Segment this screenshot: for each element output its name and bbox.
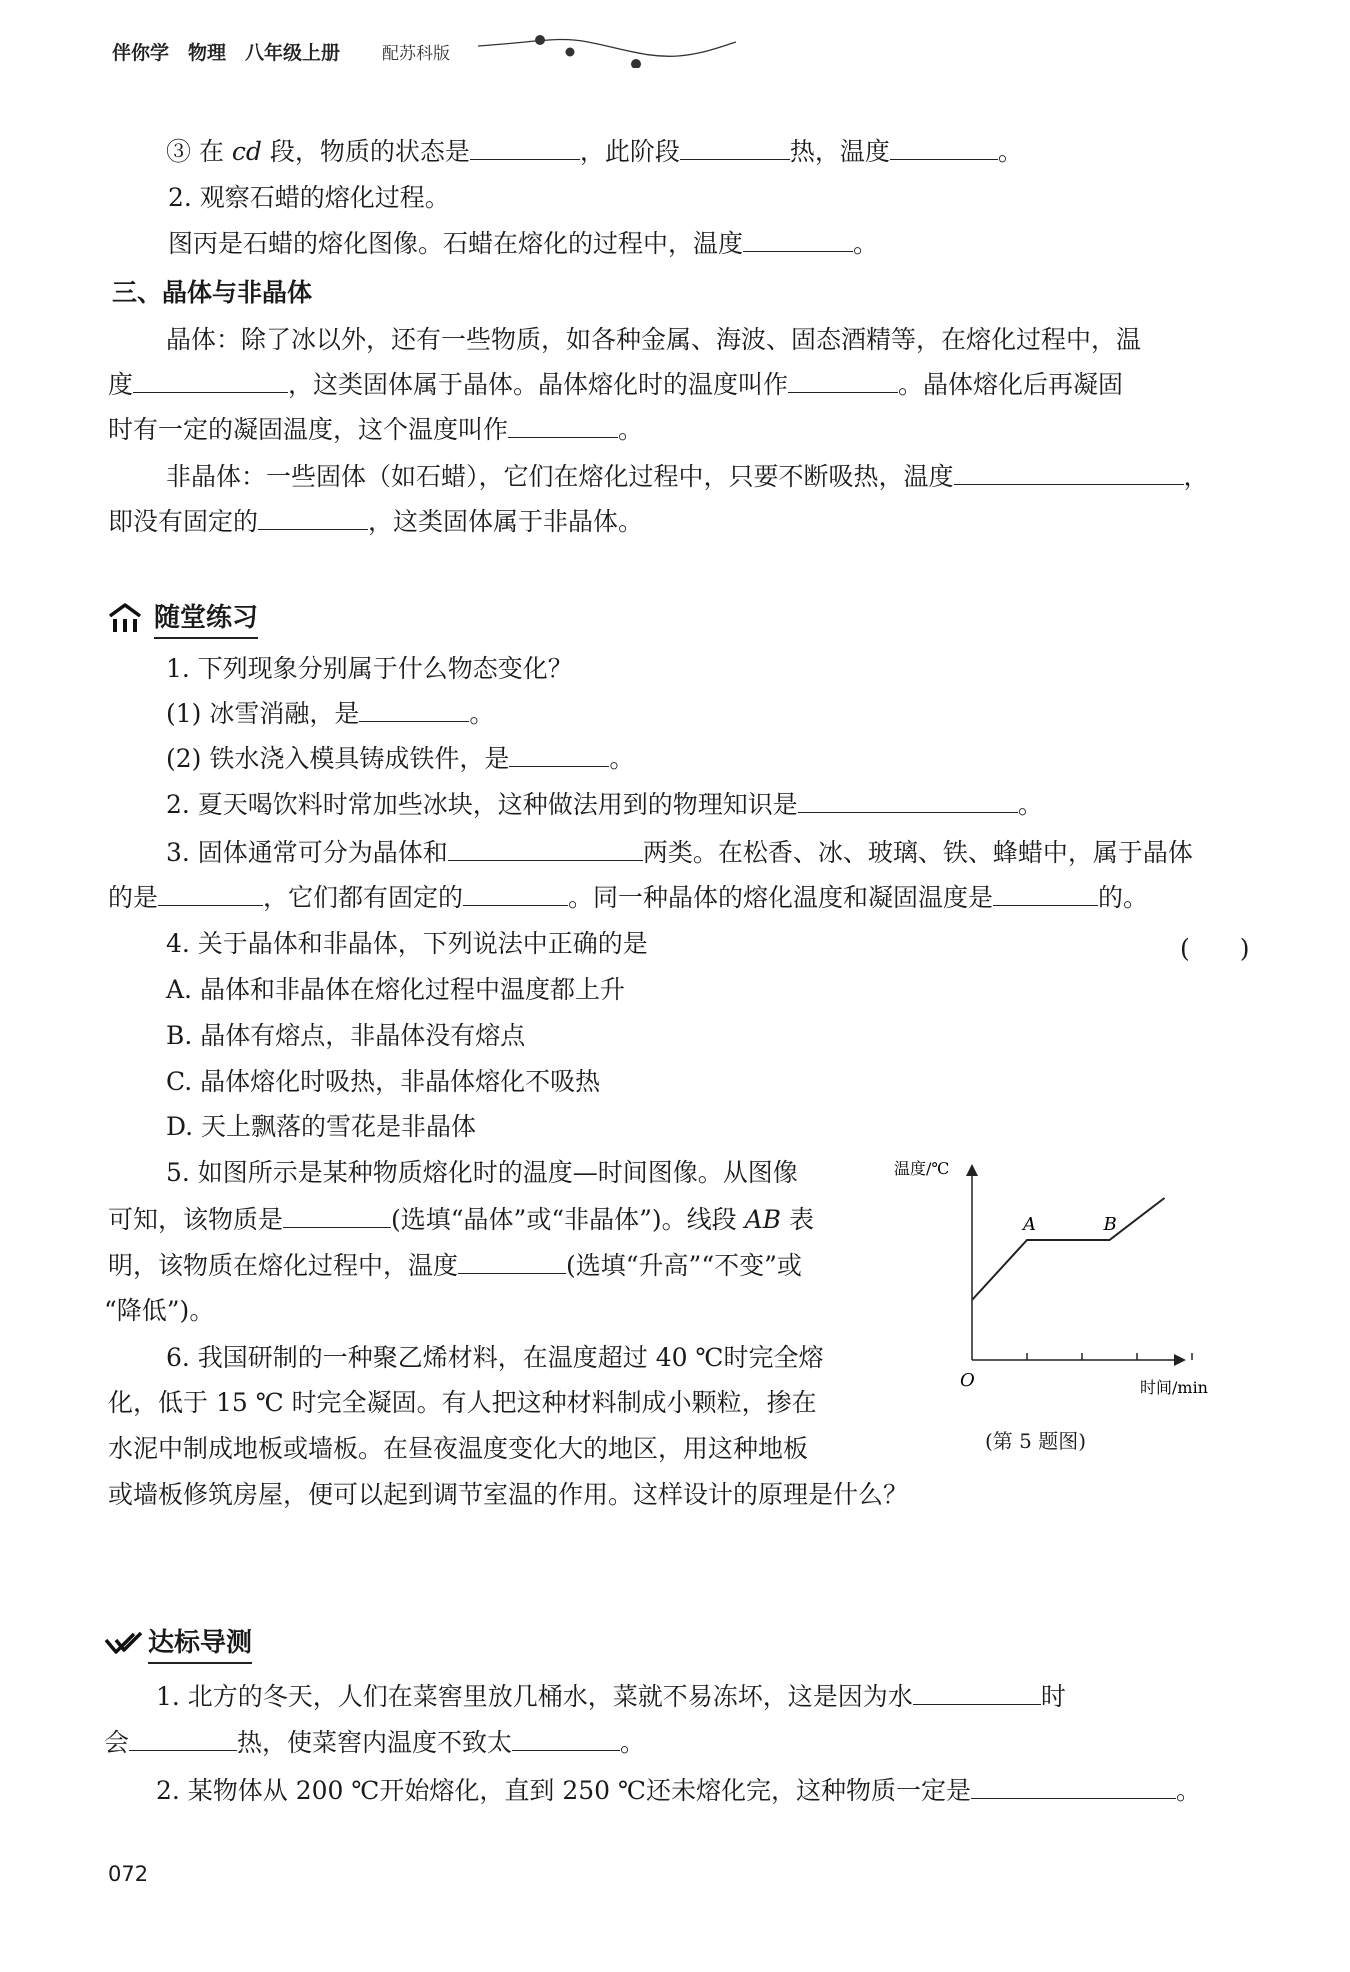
- section-title-practice: 随堂练习: [154, 597, 258, 639]
- practice-q2: [166, 790, 1043, 820]
- answer-blank[interactable]: [971, 1776, 1176, 1799]
- cd-segment-line: [166, 137, 1023, 167]
- answer-blank[interactable]: [993, 883, 1098, 906]
- point-a-label: A: [1023, 1214, 1036, 1235]
- text: 热，温度: [789, 137, 890, 166]
- crystal-para-line-3: [108, 415, 643, 445]
- crystal-para-line-2: [108, 370, 1123, 400]
- answer-blank[interactable]: [508, 415, 618, 438]
- answer-blank[interactable]: [680, 137, 790, 160]
- x-axis-label: 时间/min: [1140, 1378, 1208, 1397]
- text: 。: [1017, 790, 1043, 819]
- answer-blank[interactable]: [890, 137, 998, 160]
- practice-q4: 4. 关于晶体和非晶体，下列说法中正确的是: [166, 929, 648, 958]
- text: 。: [620, 1728, 646, 1757]
- text: 时: [1040, 1682, 1066, 1711]
- answer-blank[interactable]: [158, 883, 263, 906]
- option-c[interactable]: C. 晶体熔化时吸热，非晶体熔化不吸热: [166, 1067, 601, 1096]
- assess-q1-line-1: [156, 1682, 1066, 1712]
- text: (2) 铁水浇入模具铸成铁件，是: [166, 744, 510, 773]
- header-title: 伴你学 物理 八年级上册: [112, 42, 341, 64]
- practice-q6-line-4: 或墙板修筑房屋，便可以起到调节室温的作用。这样设计的原理是什么？: [108, 1480, 909, 1509]
- text: 1. 北方的冬天，人们在菜窖里放几桶水，菜就不易冻坏，这是因为水: [156, 1682, 913, 1711]
- section-title-assess: 达标导测: [148, 1622, 252, 1664]
- segment-label: AB: [744, 1205, 782, 1234]
- point-b-label: B: [1103, 1214, 1117, 1235]
- header-edition: 配苏科版: [382, 44, 450, 64]
- text: ，此阶段: [579, 137, 680, 166]
- crystal-para-line-1: 晶体：除了冰以外，还有一些物质，如各种金属、海波、固态酒精等，在熔化过程中，温: [166, 325, 1142, 354]
- practice-q6-line-1: 6. 我国研制的一种聚乙烯材料，在温度超过 40 ℃时完全熔: [166, 1343, 824, 1372]
- text: 可知，该物质是: [108, 1205, 284, 1234]
- text: ，这类固体属于非晶体。: [368, 507, 644, 536]
- text: 表: [781, 1205, 814, 1234]
- text: 。: [1175, 1776, 1201, 1805]
- double-check-icon: [104, 1630, 144, 1658]
- assess-q2: [156, 1776, 1201, 1806]
- answer-blank[interactable]: [743, 229, 853, 252]
- section-heading: 三、晶体与非晶体: [112, 278, 313, 307]
- text: ，它们都有固定的: [263, 883, 464, 912]
- text: ③ 在: [166, 137, 232, 166]
- answer-blank[interactable]: [458, 1251, 566, 1274]
- house-icon: [108, 602, 142, 634]
- text: 。: [618, 415, 644, 444]
- text: 3. 固体通常可分为晶体和: [166, 838, 448, 867]
- practice-q6-line-2: 化，低于 15 ℃ 时完全凝固。有人把这种材料制成小颗粒，掺在: [108, 1388, 817, 1417]
- segment-label: cd: [231, 137, 262, 166]
- figure-caption: (第 5 题图): [985, 1429, 1087, 1453]
- text: 的是: [108, 883, 159, 912]
- answer-blank[interactable]: [359, 699, 469, 722]
- text: (选填“升高”“不变”或: [566, 1251, 802, 1280]
- practice-q3-line-2: [108, 883, 1148, 913]
- text: 即没有固定的: [108, 507, 259, 536]
- practice-q1: 1. 下列现象分别属于什么物态变化？: [166, 654, 573, 683]
- step-2-line: 2. 观察石蜡的熔化过程。: [168, 183, 450, 212]
- amorphous-para-line-2: [108, 507, 643, 537]
- text: 明，该物质在熔化过程中，温度: [108, 1251, 459, 1280]
- text: ，: [1183, 462, 1209, 491]
- practice-q5-line-2: [108, 1205, 814, 1235]
- assess-q1-line-2: [104, 1728, 645, 1758]
- text: 图丙是石蜡的熔化图像。石蜡在熔化的过程中，温度: [168, 229, 744, 258]
- text: 。同一种晶体的熔化温度和凝固温度是: [568, 883, 994, 912]
- text: 段，物质的状态是: [261, 137, 470, 166]
- text: 2. 夏天喝饮料时常加些冰块，这种做法用到的物理知识是: [166, 790, 798, 819]
- option-a[interactable]: A. 晶体和非晶体在熔化过程中温度都上升: [166, 975, 625, 1004]
- text: 时有一定的凝固温度，这个温度叫作: [108, 415, 509, 444]
- text: (选填“晶体”或“非晶体”)。线段: [391, 1205, 745, 1234]
- text: 。: [997, 137, 1023, 166]
- option-b[interactable]: B. 晶体有熔点，非晶体没有熔点: [166, 1021, 526, 1050]
- page-number: 072: [108, 1862, 149, 1886]
- text: 的。: [1098, 883, 1149, 912]
- origin-label: O: [960, 1370, 975, 1391]
- practice-q1-1: [166, 699, 494, 729]
- option-d[interactable]: D. 天上飘落的雪花是非晶体: [166, 1112, 477, 1141]
- practice-q6-line-3: 水泥中制成地板或墙板。在昼夜温度变化大的地区，用这种地板: [108, 1434, 809, 1463]
- amorphous-para-line-1: [166, 462, 1209, 492]
- answer-blank[interactable]: [509, 744, 609, 767]
- text: 2. 某物体从 200 ℃开始熔化，直到 250 ℃还未熔化完，这种物质一定是: [156, 1776, 971, 1805]
- answer-blank[interactable]: [133, 370, 288, 393]
- answer-blank[interactable]: [258, 507, 368, 530]
- answer-blank[interactable]: [470, 137, 580, 160]
- answer-blank[interactable]: [283, 1205, 391, 1228]
- practice-q5-line-3: [108, 1251, 802, 1281]
- paraffin-line: [168, 229, 878, 259]
- text: 。: [853, 229, 879, 258]
- text: 两类。在松香、冰、玻璃、铁、蜂蜡中，属于晶体: [642, 838, 1193, 867]
- answer-blank[interactable]: [129, 1728, 237, 1751]
- practice-q3-line-1: [166, 838, 1193, 868]
- text: 度: [108, 370, 134, 399]
- practice-q5-line-1: 5. 如图所示是某种物质熔化时的温度—时间图像。从图像: [166, 1158, 798, 1187]
- answer-blank[interactable]: [463, 883, 568, 906]
- practice-q5-line-4: “降低”)。: [104, 1296, 215, 1325]
- temperature-time-chart: [880, 1150, 1240, 1440]
- answer-bracket[interactable]: ( ): [1180, 934, 1250, 963]
- text: 。: [469, 699, 495, 728]
- practice-q1-2: [166, 744, 634, 774]
- answer-blank[interactable]: [448, 838, 643, 861]
- answer-blank[interactable]: [954, 462, 1184, 485]
- x-ticks: [1027, 1353, 1192, 1360]
- melting-curve: [972, 1198, 1165, 1300]
- header-decoration-icon: [478, 28, 738, 68]
- answer-blank[interactable]: [913, 1682, 1041, 1705]
- text: 。晶体熔化后再凝固: [898, 370, 1124, 399]
- text: 非晶体：一些固体（如石蜡），它们在熔化过程中，只要不断吸热，温度: [166, 462, 954, 491]
- answer-blank[interactable]: [798, 790, 1018, 813]
- text: 会: [104, 1728, 130, 1757]
- text: (1) 冰雪消融，是: [166, 699, 360, 728]
- answer-blank[interactable]: [512, 1728, 620, 1751]
- text: ，这类固体属于晶体。晶体熔化时的温度叫作: [288, 370, 789, 399]
- answer-blank[interactable]: [788, 370, 898, 393]
- y-axis-label: 温度/℃: [894, 1159, 950, 1178]
- text: 热，使菜窖内温度不致太: [237, 1728, 513, 1757]
- text: 。: [609, 744, 635, 773]
